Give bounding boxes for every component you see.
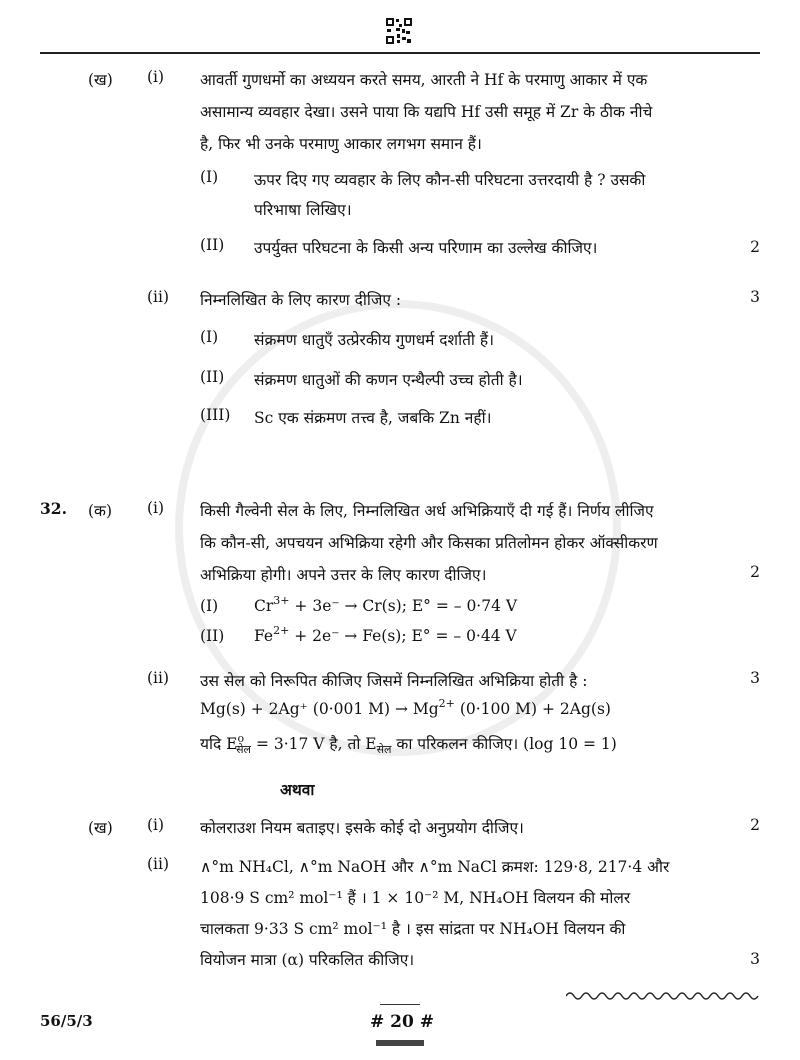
reason-text: संक्रमण धातुएँ उत्प्रेरकीय गुणधर्म दर्शाती हैं। <box>254 331 494 349</box>
q32a-ii-text: उस सेल को निरूपित कीजिए जिसमें निम्नलिखित अभिक्रिया होती है : <box>200 672 588 690</box>
wavy-line-decoration <box>566 990 760 1002</box>
q31b-intro-line: है, फिर भी उनके परमाणु आकार लगभग समान हैं। <box>200 135 482 153</box>
or-separator: अथवा <box>280 780 315 799</box>
q32b-ii-text: 108·9 S cm² mol⁻¹ हैं । 1 × 10⁻² M, NH₄OH विलयन की मोलर <box>200 889 631 907</box>
reason-label: (II) <box>200 368 225 386</box>
reason-label: (III) <box>200 406 231 424</box>
q32a-i-text: अभिक्रिया होगी। अपने उत्तर के लिए कारण दीजिए। <box>200 566 487 584</box>
reason-text: Sc एक संक्रमण तत्त्व है, जबकि Zn नहीं। <box>254 409 492 427</box>
q31b-label: (ख) <box>88 71 113 89</box>
page-number-rule <box>380 1004 420 1005</box>
q32b-ii-label: (ii) <box>147 855 170 873</box>
q32-number: 32. <box>40 499 67 518</box>
cell-reaction: Mg(s) + 2Ag⁺ (0·001 $M) \to Mg^{2+}$ (0·100 M) + 2Ag(s) <box>200 697 611 718</box>
q31b-intro-line: आवर्ती गुणधर्मो का अध्ययन करते समय, आरती ने Hf के परमाणु आकार में एक <box>200 71 648 89</box>
reason-label: (I) <box>200 328 219 346</box>
q32b-ii-text: ∧°m NH₄Cl, ∧°m NaOH और ∧°m NaCl क्रमश: 129·8, 217·4 और <box>200 858 670 876</box>
q32b-ii-text: चालकता 9·33 S cm² mol⁻¹ है । इस सांद्रता पर NH₄OH विलयन की <box>200 920 626 938</box>
q31b-ii-marks: 3 <box>750 288 760 306</box>
q32a-i-text: कि कौन-सी, अपचयन अभिक्रिया रहेगी और किसका प्रतिलोमन होकर ऑक्सीकरण <box>200 534 658 552</box>
q31b-I-text: ऊपर दिए गए व्यवहार के लिए कौन-सी परिघटना उत्तरदायी है ? उसकी <box>254 171 646 189</box>
given-emf: यदि $E^o_{सेल} = 3\cdot 17$ V है, तो $E_{सेल}$ का परिकलन कीजिए। (log 10 = 1) <box>200 732 617 756</box>
half-reaction-label: (I) <box>200 597 219 615</box>
q31b-II-text: उपर्युक्त परिघटना के किसी अन्य परिणाम का उल्लेख कीजिए। <box>254 239 598 257</box>
half-reaction-1: $Cr^{3+} + 3e^- \to Cr(s)$; E° = – 0·74 V <box>254 594 518 615</box>
q31b-I-label: (I) <box>200 168 219 186</box>
q31b-ii-text: निम्नलिखित के लिए कारण दीजिए : <box>200 291 402 309</box>
q32a-ii-marks: 3 <box>750 669 760 687</box>
q32b-label: (ख) <box>88 819 113 837</box>
q31b-i-marks: 2 <box>750 238 760 256</box>
header-rule <box>40 52 760 54</box>
page-number-bar <box>376 1040 424 1046</box>
q32a-ii-label: (ii) <box>147 669 170 687</box>
page-number: # 20 # <box>370 1012 434 1032</box>
reason-text: संक्रमण धातुओं की कणन एन्थैल्पी उच्च होती है। <box>254 371 523 389</box>
q31b-II-label: (II) <box>200 236 225 254</box>
q31b-ii-label: (ii) <box>147 288 170 306</box>
q32b-i-label: (i) <box>147 816 165 834</box>
q32a-i-label: (i) <box>147 499 165 517</box>
q31b-I-text: परिभाषा लिखिए। <box>254 201 352 219</box>
q31b-intro-line: असामान्य व्यवहार देखा। उसने पाया कि यद्यपि Hf उसी समूह में Zr के ठीक नीचे <box>200 103 653 121</box>
q32b-ii-marks: 3 <box>750 950 760 968</box>
paper-code: 56/5/3 <box>40 1012 93 1030</box>
q32a-i-marks: 2 <box>750 563 760 581</box>
q32b-ii-text: वियोजन मात्रा (α) परिकलित कीजिए। <box>200 951 415 969</box>
q32a-label: (क) <box>88 502 112 520</box>
q31b-i-label: (i) <box>147 68 165 86</box>
half-reaction-label: (II) <box>200 627 225 645</box>
q32b-i-marks: 2 <box>750 816 760 834</box>
q32a-i-text: किसी गैल्वेनी सेल के लिए, निम्नलिखित अर्ध अभिक्रियाएँ दी गई हैं। निर्णय लीजिए <box>200 502 654 520</box>
half-reaction-2: $Fe^{2+} + 2e^- \to Fe(s)$; E° = – 0·44 V <box>254 624 517 645</box>
q32b-i-text: कोलराउश नियम बताइए। इसके कोई दो अनुप्रयोग दीजिए। <box>200 819 524 837</box>
qr-code-icon <box>385 17 413 45</box>
